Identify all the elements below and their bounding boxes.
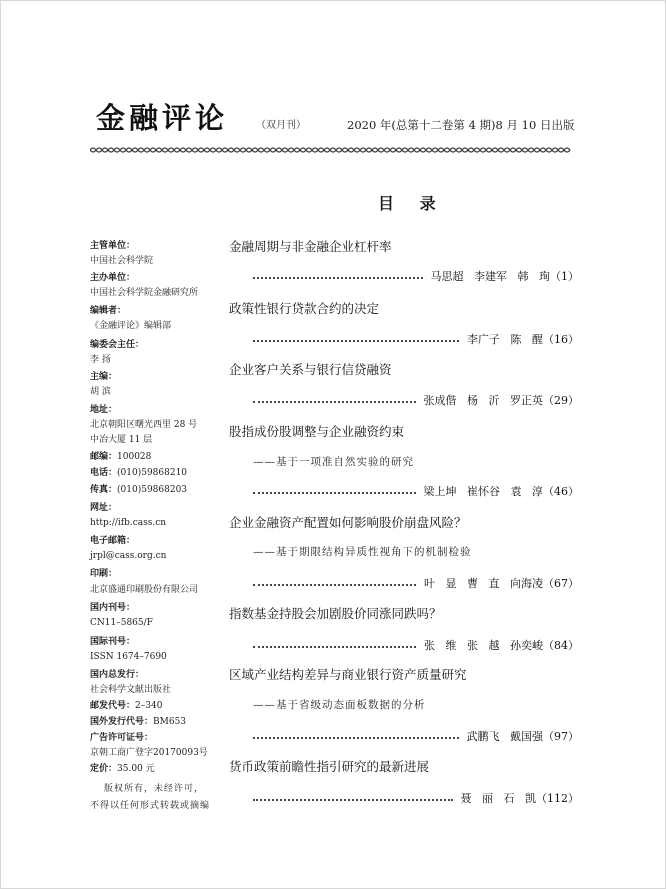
price-value: 35.00 元 — [117, 764, 155, 774]
toc-entry-page: （29） — [543, 394, 579, 407]
printer-label: 印刷： — [90, 569, 118, 579]
toc-entry-byline — [253, 639, 579, 651]
toc-entry-title[interactable]: 货币政策前瞻性指引研究的最新进展 — [229, 759, 430, 774]
copyright-line-1: 版权所有，未经许可， — [104, 784, 205, 794]
address-line-2: 中冶大厦 11 层 — [90, 435, 153, 445]
domestic-issn-value: CN11–5865/F — [90, 618, 153, 628]
toc-entry-authors: 李广子 陈 醒 — [467, 333, 543, 346]
toc-entry-page: （112） — [536, 792, 579, 805]
distributor-value: 社会科学文献出版社 — [90, 685, 172, 695]
website-label: 网址： — [90, 503, 118, 513]
postcode-row — [90, 453, 151, 462]
leader-dots — [253, 737, 459, 739]
toc-entry-title[interactable]: 股指成份股调整与企业融资约束 — [229, 424, 405, 439]
editor-label: 编辑者： — [90, 306, 127, 316]
phone-label: 电话： — [90, 468, 118, 478]
fax-value: (010)59868203 — [117, 485, 188, 495]
postcode-value: 100028 — [117, 452, 152, 462]
supervisor-label: 主管单位： — [90, 241, 136, 251]
leader-dots — [253, 401, 416, 403]
leader-dots — [253, 340, 459, 342]
issue-info: 2020 年(总第十二卷第 4 期)8 月 10 日出版 — [347, 118, 575, 132]
toc-entry-title[interactable]: 区域产业结构差异与商业银行资产质量研究 — [229, 667, 467, 682]
chief-editor-label: 主编： — [90, 372, 118, 382]
toc-entry-subtitle: ——基于一项准自然实验的研究 — [253, 456, 414, 468]
international-issn-label: 国际刊号： — [90, 637, 136, 647]
leader-dots — [253, 492, 416, 494]
phone-value: (010)59868210 — [117, 468, 188, 478]
journal-title: 金融评论 — [96, 101, 229, 135]
toc-entry-page: （84） — [543, 639, 579, 652]
printer-value: 北京盛通印刷股份有限公司 — [90, 585, 199, 595]
toc-entry-title[interactable]: 企业客户关系与银行信贷融资 — [229, 362, 392, 377]
toc-entry-title[interactable]: 金融周期与非金融企业杠杆率 — [229, 239, 392, 254]
price-label: 定价： — [90, 764, 118, 774]
fax-row — [90, 486, 187, 495]
editor-value: 《金融评论》编辑部 — [90, 321, 172, 331]
toc-entry-title[interactable]: 政策性银行贷款合约的决定 — [229, 301, 380, 316]
toc-heading: 目 录 — [378, 194, 446, 213]
toc-entry-authors: 聂 丽 石 凯 — [460, 792, 536, 805]
domestic-issn-label: 国内刊号： — [90, 603, 136, 613]
publication-frequency: （双月刊） — [256, 120, 306, 131]
toc-entry-title[interactable]: 指数基金持股会加剧股价同涨同跌吗？ — [229, 606, 442, 621]
toc-entry-page: （97） — [543, 730, 579, 743]
leader-dots — [253, 646, 416, 648]
supervisor-value: 中国社会科学院 — [90, 256, 154, 266]
international-issn-value: ISSN 1674–7690 — [90, 652, 167, 662]
board-director-value: 李 扬 — [90, 355, 111, 365]
sponsor-label: 主办单位： — [90, 273, 136, 283]
sponsor-value: 中国社会科学院金融研究所 — [90, 288, 199, 298]
copyright-line-2: 不得以任何形式转载或摘编 — [90, 801, 211, 811]
toc-entry-byline — [253, 485, 579, 497]
toc-entry-authors: 张 维 张 越 孙奕峻 — [424, 639, 543, 652]
postcode-label: 邮编： — [90, 452, 118, 462]
toc-entry-authors: 张成偕 杨 沂 罗正英 — [423, 394, 543, 407]
leader-dots — [253, 799, 453, 801]
postal-code-row — [90, 702, 162, 711]
toc-entry-page: （16） — [543, 333, 579, 346]
toc-entry-authors: 梁上坤 崔怀谷 袁 淳 — [423, 485, 543, 498]
toc-entry-page: （46） — [543, 485, 579, 498]
fax-label: 传真： — [90, 485, 118, 495]
toc-entry-subtitle: ——基于期限结构异质性视角下的机制检验 — [253, 546, 472, 558]
email-value: jrpl@cass.org.cn — [90, 551, 167, 561]
toc-entry-title[interactable]: 企业金融资产配置如何影响股价崩盘风险？ — [229, 515, 467, 530]
board-director-label: 编委会主任： — [90, 340, 145, 350]
toc-entry-byline — [253, 270, 579, 282]
foreign-code-label: 国外发行代号： — [90, 717, 154, 727]
toc-entry-authors: 马思超 李建军 韩 珣 — [430, 270, 550, 283]
postal-code-value: 2–340 — [135, 701, 163, 711]
leader-dots — [253, 584, 416, 586]
toc-entry-authors: 叶 显 曹 直 向海凌 — [424, 577, 543, 590]
postal-code-label: 邮发代号： — [90, 701, 136, 711]
toc-entry-subtitle: ——基于省级动态面板数据的分析 — [253, 699, 426, 711]
address-line-1: 北京朝阳区曙光西里 28 号 — [90, 420, 198, 430]
decorative-ornament-rule — [90, 146, 574, 154]
phone-row — [90, 469, 187, 478]
distributor-label: 国内总发行： — [90, 670, 145, 680]
toc-entry-authors: 武鹏飞 戴国强 — [466, 730, 543, 743]
foreign-code-value: BM653 — [153, 717, 187, 727]
ad-license-value: 京朝工商广登字20170093号 — [90, 748, 208, 758]
chief-editor-value: 胡 滨 — [90, 387, 111, 397]
address-label: 地址： — [90, 405, 118, 415]
website-value: http://ifb.cass.cn — [90, 518, 167, 528]
email-label: 电子邮箱： — [90, 536, 136, 546]
toc-entry-byline — [253, 333, 579, 345]
leader-dots — [253, 277, 423, 279]
toc-entry-byline — [253, 394, 579, 406]
price-row — [90, 765, 155, 774]
toc-entry-page: （67） — [543, 577, 579, 590]
toc-entry-page: （1） — [550, 270, 579, 283]
toc-entry-byline — [253, 792, 579, 804]
ad-license-label: 广告许可证号： — [90, 733, 154, 743]
foreign-code-row — [90, 718, 186, 727]
toc-entry-byline — [253, 577, 579, 589]
toc-entry-byline — [253, 730, 579, 742]
